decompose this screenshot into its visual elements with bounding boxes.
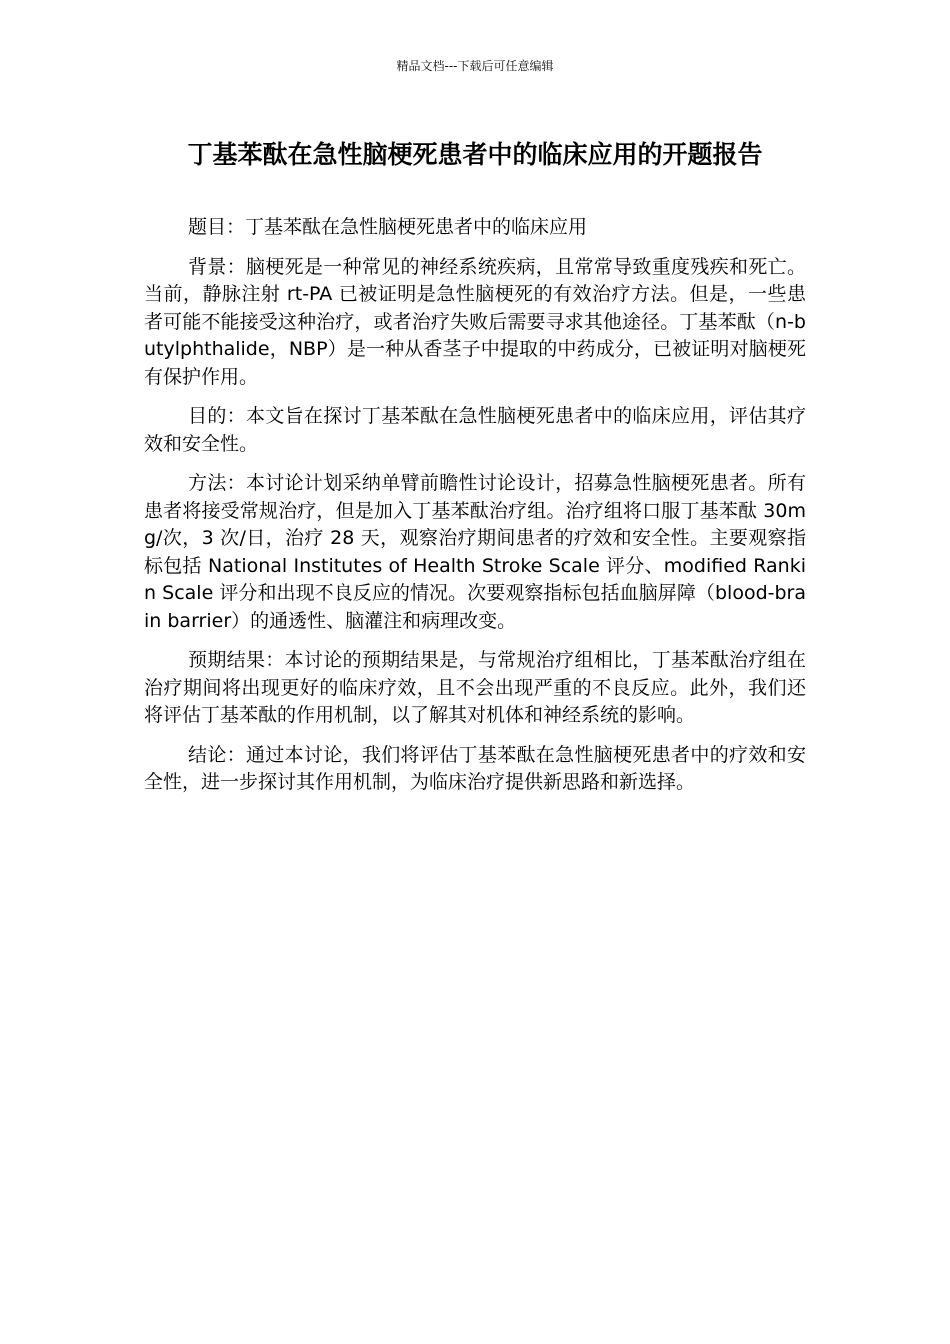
paragraph-conclusion: 结论：通过本讨论，我们将评估丁基苯酞在急性脑梗死患者中的疗效和安全性，进一步探讨其作用机制，为临床治疗提供新思路和新选择。 bbox=[144, 743, 806, 793]
paragraph-topic: 题目：丁基苯酞在急性脑梗死患者中的临床应用 bbox=[188, 216, 588, 238]
paragraph-methods: 方法：本讨论计划采纳单臂前瞻性讨论设计，招募急性脑梗死患者。所有患者将接受常规治疗，但是加入丁基苯酞治疗组。治疗组将口服丁基苯酞 30mg/次，3 次/日，治疗 28 天，观察治疗期间患者的疗效和安全性。主要观察指标包括 National Institutes of Health Stroke Scale 评分、modified Rankin Scale 评分和出现不良反应的情况。次要观察指标包括血脑屏障（blood-brain barrier）的通透性、脑灌注和病理改变。 bbox=[144, 472, 806, 632]
paragraph-objective: 目的：本文旨在探讨丁基苯酞在急性脑梗死患者中的临床应用，评估其疗效和安全性。 bbox=[144, 405, 806, 455]
paragraph-background: 背景：脑梗死是一种常见的神经系统疾病，且常常导致重度残疾和死亡。当前，静脉注射 rt-PA 已被证明是急性脑梗死的有效治疗方法。但是，一些患者可能不能接受这种治疗，或者治疗失败后需要寻求其他途径。丁基苯酞（n-butylphthalide，NBP）是一种从香茎子中提取的中药成分，已被证明对脑梗死有保护作用。 bbox=[144, 255, 806, 388]
document-body bbox=[144, 214, 806, 809]
document-title: 丁基苯酞在急性脑梗死患者中的临床应用的开题报告 bbox=[187, 140, 763, 169]
paragraph-expected-results: 预期结果：本讨论的预期结果是，与常规治疗组相比，丁基苯酞治疗组在治疗期间将出现更好的临床疗效，且不会出现严重的不良反应。此外，我们还将评估丁基苯酞的作用机制，以了解其对机体和神经系统的影响。 bbox=[144, 649, 806, 726]
header-note: 精品文档---下载后可任意编辑 bbox=[396, 59, 554, 73]
